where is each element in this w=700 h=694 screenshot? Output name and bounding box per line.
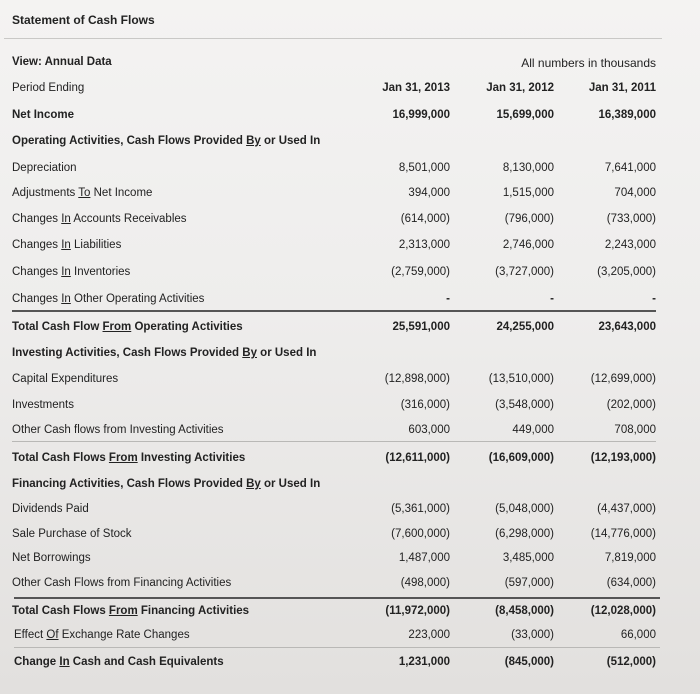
fx-effect-2011: 66,000: [620, 629, 656, 641]
financing-total-2011: (12,028,000): [590, 605, 656, 617]
operating-row-label: Adjustments To Net Income: [12, 187, 153, 199]
investing-total-2011: (12,193,000): [590, 452, 656, 464]
financing-row-value: (5,361,000): [391, 503, 450, 515]
operating-header-link[interactable]: By: [246, 135, 261, 147]
net-change-row: [0, 656, 700, 674]
investing-row-value: 603,000: [408, 424, 450, 436]
fx-effect-link[interactable]: Of: [46, 629, 59, 641]
operating-row-value: (3,727,000): [495, 266, 554, 278]
financing-row-value: 3,485,000: [502, 552, 554, 564]
financing-row: [0, 503, 700, 521]
financing-row-value: (634,000): [606, 577, 656, 589]
financing-row-value: 1,487,000: [398, 552, 450, 564]
period-label: Period Ending: [12, 82, 85, 94]
operating-row-value: 704,000: [614, 187, 656, 199]
period-2011: Jan 31, 2011: [588, 82, 656, 94]
financing-row: [0, 528, 700, 546]
operating-row-value: 2,313,000: [398, 239, 450, 251]
investing-total-2012: (16,609,000): [488, 452, 554, 464]
investing-row-value: (12,699,000): [590, 373, 656, 385]
investing-header-link[interactable]: By: [242, 347, 257, 359]
operating-total-2013: 25,591,000: [392, 321, 450, 333]
net-income-2013: 16,999,000: [392, 109, 450, 121]
financing-row-value: 7,819,000: [604, 552, 656, 564]
financing-total-divider: [14, 597, 660, 599]
investing-row-value: (3,548,000): [495, 399, 554, 411]
operating-row: [0, 293, 700, 311]
financing-row-label: Other Cash Flows from Financing Activities: [12, 577, 232, 589]
financing-total-2012: (8,458,000): [495, 605, 554, 617]
operating-row-value: 8,501,000: [398, 162, 450, 174]
net-change-2011: (512,000): [606, 656, 656, 668]
financing-row-value: (5,048,000): [495, 503, 554, 515]
investing-row-value: (316,000): [400, 399, 450, 411]
financing-total-label: Total Cash Flows From Financing Activities: [12, 605, 250, 617]
investing-total-link[interactable]: From: [108, 452, 138, 464]
operating-row-value: -: [652, 293, 656, 305]
investing-row: [0, 373, 700, 391]
investing-row-value: (12,898,000): [384, 373, 450, 385]
operating-row: [0, 162, 700, 180]
fx-effect-2013: 223,000: [408, 629, 450, 641]
operating-row-value: 1,515,000: [502, 187, 554, 199]
operating-total-row: [0, 321, 700, 339]
operating-row-label: Changes In Liabilities: [12, 239, 122, 251]
operating-row-label: Changes In Other Operating Activities: [12, 293, 205, 305]
operating-row-value: -: [446, 293, 450, 305]
operating-row-value: (3,205,000): [597, 266, 656, 278]
investing-row-value: (13,510,000): [488, 373, 554, 385]
operating-total-label: Total Cash Flow From Operating Activities: [12, 321, 243, 333]
net-income-2011: 16,389,000: [598, 109, 656, 121]
operating-row: [0, 187, 700, 205]
operating-row-value: (733,000): [606, 213, 656, 225]
financing-row: [0, 552, 700, 570]
investing-header: Investing Activities, Cash Flows Provided By or Used In: [12, 347, 317, 359]
period-row: [0, 82, 700, 100]
investing-row-value: 708,000: [614, 424, 656, 436]
operating-row-value: 2,243,000: [604, 239, 656, 251]
financing-row-value: (597,000): [504, 577, 554, 589]
operating-row-value: (614,000): [400, 213, 450, 225]
operating-row-value: 394,000: [408, 187, 450, 199]
operating-row-link[interactable]: In: [61, 239, 71, 251]
period-2013: Jan 31, 2013: [382, 82, 450, 94]
operating-row: [0, 213, 700, 231]
operating-total-2011: 23,643,000: [598, 321, 656, 333]
fx-effect-label: Effect Of Exchange Rate Changes: [14, 629, 190, 641]
investing-row-label: Capital Expenditures: [12, 373, 119, 385]
investing-row-value: (202,000): [606, 399, 656, 411]
net-change-link[interactable]: In: [59, 656, 70, 668]
financing-row-label: Net Borrowings: [12, 552, 91, 564]
operating-row-link[interactable]: In: [61, 293, 71, 305]
investing-total-divider: [12, 441, 656, 442]
financing-row-value: (4,437,000): [597, 503, 656, 515]
operating-total-divider: [12, 310, 656, 312]
financing-header-row: [0, 478, 700, 496]
financing-row: [0, 577, 700, 595]
financing-header-link[interactable]: By: [246, 478, 261, 490]
view-row: [0, 56, 700, 74]
net-change-label: Change In Cash and Cash Equivalents: [14, 656, 224, 668]
investing-row-value: 449,000: [512, 424, 554, 436]
investing-total-label: Total Cash Flows From Investing Activities: [12, 452, 246, 464]
operating-row: [0, 239, 700, 257]
operating-row-link[interactable]: In: [61, 266, 71, 278]
operating-row-value: 2,746,000: [502, 239, 554, 251]
financing-row-value: (6,298,000): [495, 528, 554, 540]
financing-row-label: Dividends Paid: [12, 503, 89, 515]
net-change-2013: 1,231,000: [398, 656, 450, 668]
investing-row: [0, 399, 700, 417]
investing-row-label: Investments: [12, 399, 74, 411]
net-income-label: Net Income: [12, 109, 74, 121]
net-income-row: [0, 109, 700, 127]
financing-total-row: [0, 605, 700, 623]
operating-header-row: [0, 135, 700, 153]
operating-row-link[interactable]: To: [78, 187, 91, 199]
financing-row-label: Sale Purchase of Stock: [12, 528, 132, 540]
operating-row-value: (2,759,000): [391, 266, 450, 278]
net-change-2012: (845,000): [504, 656, 554, 668]
operating-row-label: Changes In Accounts Receivables: [12, 213, 187, 225]
statement-title: Statement of Cash Flows: [12, 13, 155, 27]
operating-row-link[interactable]: In: [61, 213, 71, 225]
operating-row: [0, 266, 700, 284]
financing-row-value: (498,000): [400, 577, 450, 589]
period-2012: Jan 31, 2012: [486, 82, 554, 94]
operating-row-value: -: [550, 293, 554, 305]
investing-header-row: [0, 347, 700, 365]
financing-row-value: (7,600,000): [391, 528, 450, 540]
operating-total-link[interactable]: From: [102, 321, 132, 333]
units-note: All numbers in thousands: [521, 56, 656, 70]
investing-row: [0, 424, 700, 442]
operating-row-label: Changes In Inventories: [12, 266, 131, 278]
operating-row-value: 8,130,000: [502, 162, 554, 174]
operating-row-value: 7,641,000: [604, 162, 656, 174]
view-label: View: Annual Data: [12, 56, 112, 68]
investing-total-row: [0, 452, 700, 470]
financing-row-value: (14,776,000): [590, 528, 656, 540]
investing-total-2013: (12,611,000): [385, 452, 450, 464]
fx-effect-row: [0, 629, 700, 647]
net-change-divider: [14, 647, 660, 648]
financing-total-2013: (11,972,000): [385, 605, 450, 617]
operating-row-value: (796,000): [504, 213, 554, 225]
financing-header: Financing Activities, Cash Flows Provided By or Used In: [12, 478, 321, 490]
net-income-2012: 15,699,000: [496, 109, 554, 121]
investing-row-label: Other Cash flows from Investing Activities: [12, 424, 224, 436]
financing-total-link[interactable]: From: [108, 605, 138, 617]
operating-total-2012: 24,255,000: [496, 321, 554, 333]
operating-row-label: Depreciation: [12, 162, 77, 174]
fx-effect-2012: (33,000): [511, 629, 554, 641]
operating-header: Operating Activities, Cash Flows Provided By or Used In: [12, 135, 321, 147]
